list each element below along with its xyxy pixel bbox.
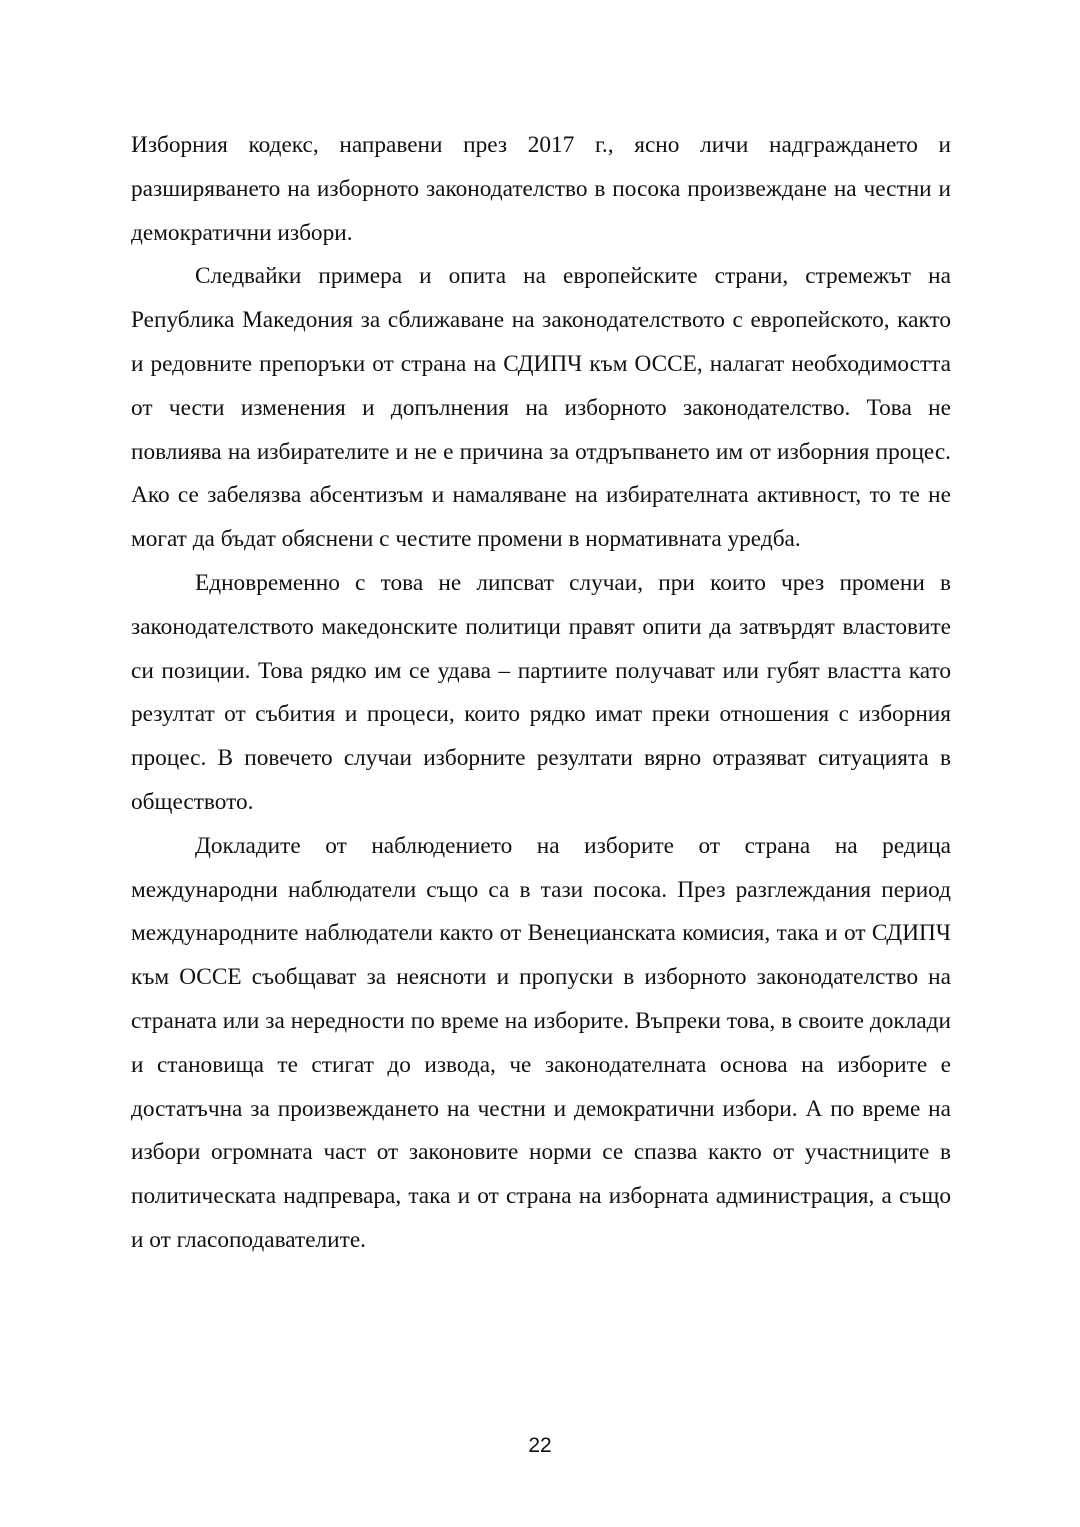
paragraph-political-attempts: Едновременно с това не липсват случаи, при които чрез промени в законодателството македонските политици правят опити да затвърдят властовите си позиции. Това рядко им се удава – партиите получават или губят властта като резултат от събития и процеси, които рядко имат преки отношения с изборния процес. В повечето случаи изборните резултати вярно отразяват ситуацията в обществото. [131,569,951,815]
paragraph-eu-harmonization: Следвайки примера и опита на европейските страни, стремежът на Република Македония за сближаване на законодателството с европейското, както и редовните препоръки от страна на СДИПЧ към ОССЕ, налагат необходимостта от чести изменения и допълнения на изборното законодателство. Това не повлиява на избирателите и не е причина за отдръпването им от изборния процес. Ако се забелязва абсентизъм и намаляване на избирателната активност, то те не могат да бъдат обяснени с честите промени в нормативната уредба. [131,263,951,553]
body-text [131,124,951,1263]
paragraph-continuation: Изборния кодекс, направени през 2017 г., ясно личи надграждането и разширяването на изборното законодателство в посока произвеждане на честни и демократични избори. [131,132,951,246]
page-number: 22 [528,1434,552,1457]
paragraph-observer-reports: Докладите от наблюдението на изборите от страна на редица международни наблюдатели също са в тази посока. През разглеждания период международните наблюдатели както от Венецианската комисия, така и от СДИПЧ към ОССЕ съобщават за неясноти и пропуски в изборното законодателство на страната или за нередности по време на изборите. Въпреки това, в своите доклади и становища те стигат до извода, че законодателната основа на изборите е достатъчна за произвеждането на честни и демократични избори. А по време на избори огромната част от законовите норми се спазва както от участниците в политическата надпревара, така и от страна на изборната администрация, а също и от гласоподавателите. [131,832,951,1253]
